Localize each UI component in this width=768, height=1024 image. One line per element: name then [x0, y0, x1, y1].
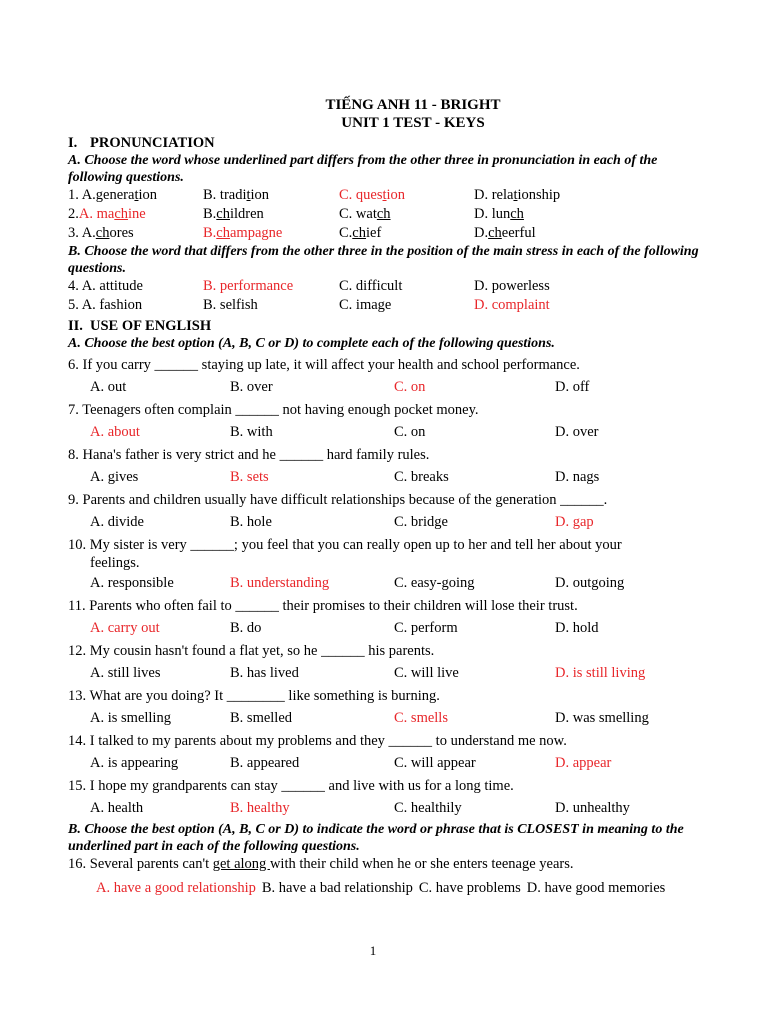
- stress-row-5: [68, 296, 708, 315]
- options-8: [68, 468, 708, 487]
- question-10-continued: feelings.: [90, 555, 140, 571]
- option-a: 5. A. fashion: [68, 297, 143, 313]
- option-b-answer: B. understanding: [230, 575, 330, 591]
- question-13: 13. What are you doing? It ________ like something is burning.: [68, 688, 440, 704]
- question-16: 16. Several parents can't get along with their child when he or she enters teenage years.: [68, 856, 574, 872]
- instruction-part-b: B. Choose the best option (A, B, C or D) to indicate the word or phrase that is CLOSEST in meaning to the underlined part in each of the following questions.: [68, 822, 684, 854]
- option-c-answer: C. smells: [394, 710, 448, 726]
- option-a-answer: A. have a good relationship: [96, 880, 256, 896]
- option-d: D. unhealthy: [555, 800, 630, 816]
- instruction-part-a: A. Choose the word whose underlined part differs from the other three in pronunciation in each of the following questions.: [68, 153, 658, 185]
- option-a-answer: A. about: [90, 424, 140, 440]
- option-b: B.children: [203, 206, 264, 222]
- pron-row-3: [68, 224, 708, 243]
- option-d: D. was smelling: [555, 710, 649, 726]
- options-14: [68, 754, 708, 773]
- doc-title-line1: TIẾNG ANH 11 - BRIGHT: [325, 97, 501, 113]
- option-b: B. with: [230, 424, 273, 440]
- option-c: C. bridge: [394, 514, 448, 530]
- option-c: C. breaks: [394, 469, 449, 485]
- option-b-answer: B.champagne: [203, 225, 283, 241]
- section-number: I.: [68, 135, 78, 151]
- doc-title-line2: UNIT 1 TEST - KEYS: [341, 115, 485, 131]
- question-12: 12. My cousin hasn't found a flat yet, so he ______ his parents.: [68, 643, 435, 659]
- option-c: C. easy-going: [394, 575, 475, 591]
- section-use-of-english: [68, 317, 708, 335]
- pron-row-1: [68, 186, 708, 205]
- option-a-answer: 2.A. machine: [68, 206, 146, 222]
- section-pronunciation: [68, 134, 708, 152]
- option-c: C. will appear: [394, 755, 476, 771]
- section-number: II.: [68, 318, 83, 334]
- option-b: B. appeared: [230, 755, 300, 771]
- options-16: [68, 879, 708, 897]
- pron-row-2: [68, 205, 708, 224]
- options-12: [68, 664, 708, 683]
- option-c: C.chief: [339, 225, 382, 241]
- option-b: B. tradition: [203, 187, 270, 203]
- option-b-answer: B. sets: [230, 469, 269, 485]
- option-d: D. nags: [555, 469, 600, 485]
- option-c-answer: C. on: [394, 379, 426, 395]
- option-b: B. over: [230, 379, 273, 395]
- option-b: B. selfish: [203, 297, 258, 313]
- option-c: C. image: [339, 297, 392, 313]
- option-a: A. gives: [90, 469, 139, 485]
- option-c: C. will live: [394, 665, 459, 681]
- option-a: 4. A. attitude: [68, 278, 143, 294]
- option-a: A. health: [90, 800, 144, 816]
- option-b: B. have a bad relationship: [261, 880, 413, 896]
- option-a-answer: A. carry out: [90, 620, 160, 636]
- option-d: D. over: [555, 424, 599, 440]
- section-title: PRONUNCIATION: [90, 135, 215, 151]
- option-a: A. is smelling: [90, 710, 171, 726]
- option-a: A. is appearing: [90, 755, 179, 771]
- section-title: USE OF ENGLISH: [90, 318, 212, 334]
- test-page: [68, 96, 708, 897]
- option-a: 1. A.generation: [68, 187, 157, 203]
- question-8: 8. Hana's father is very strict and he ______ hard family rules.: [68, 447, 430, 463]
- instruction-part-b: B. Choose the word that differs from the other three in the position of the main stress in each of the following questions.: [68, 244, 699, 276]
- option-d-answer: D. appear: [555, 755, 612, 771]
- page-number: 1: [369, 943, 377, 958]
- options-15: [68, 799, 708, 818]
- option-d: D. lunch: [474, 206, 524, 222]
- options-10: [68, 574, 708, 593]
- option-d-answer: D. is still living: [555, 665, 646, 681]
- option-d: D. powerless: [474, 278, 550, 294]
- options-6: [68, 378, 708, 397]
- options-13: [68, 709, 708, 728]
- option-a: 3. A.chores: [68, 225, 134, 241]
- option-c: C. difficult: [339, 278, 403, 294]
- option-b: B. smelled: [230, 710, 293, 726]
- option-a: A. out: [90, 379, 127, 395]
- option-d: D.cheerful: [474, 225, 536, 241]
- question-11: 11. Parents who often fail to ______ their promises to their children will lose their trust.: [68, 598, 578, 614]
- option-c: C. healthily: [394, 800, 462, 816]
- question-14: 14. I talked to my parents about my problems and they ______ to understand me now.: [68, 733, 567, 749]
- option-d: D. off: [555, 379, 590, 395]
- options-7: [68, 423, 708, 442]
- option-d: D. have good memories: [526, 880, 666, 896]
- option-c: C. on: [394, 424, 426, 440]
- options-11: [68, 619, 708, 638]
- question-10: 10. My sister is very ______; you feel that you can really open up to her and tell her about your: [68, 537, 622, 553]
- stress-row-4: [68, 277, 708, 296]
- option-a: A. divide: [90, 514, 144, 530]
- option-d-answer: D. gap: [555, 514, 594, 530]
- option-d: D. relationship: [474, 187, 561, 203]
- options-9: [68, 513, 708, 532]
- option-c: C. watch: [339, 206, 391, 222]
- question-9: 9. Parents and children usually have difficult relationships because of the generation ______.: [68, 492, 608, 508]
- option-b-answer: B. performance: [203, 278, 294, 294]
- question-7: 7. Teenagers often complain ______ not having enough pocket money.: [68, 402, 479, 418]
- option-c: C. have problems: [418, 880, 521, 896]
- option-d: D. hold: [555, 620, 599, 636]
- option-b: B. has lived: [230, 665, 299, 681]
- option-d-answer: D. complaint: [474, 297, 550, 313]
- question-6: 6. If you carry ______ staying up late, it will affect your health and school performance.: [68, 357, 580, 373]
- option-b-answer: B. healthy: [230, 800, 290, 816]
- option-a: A. still lives: [90, 665, 161, 681]
- question-15: 15. I hope my grandparents can stay ______ and live with us for a long time.: [68, 778, 514, 794]
- option-d: D. outgoing: [555, 575, 625, 591]
- option-b: B. hole: [230, 514, 272, 530]
- instruction-part-a: A. Choose the best option (A, B, C or D) to complete each of the following questions.: [68, 336, 555, 351]
- option-c: C. perform: [394, 620, 458, 636]
- option-b: B. do: [230, 620, 262, 636]
- option-a: A. responsible: [90, 575, 174, 591]
- option-c-answer: C. question: [339, 187, 406, 203]
